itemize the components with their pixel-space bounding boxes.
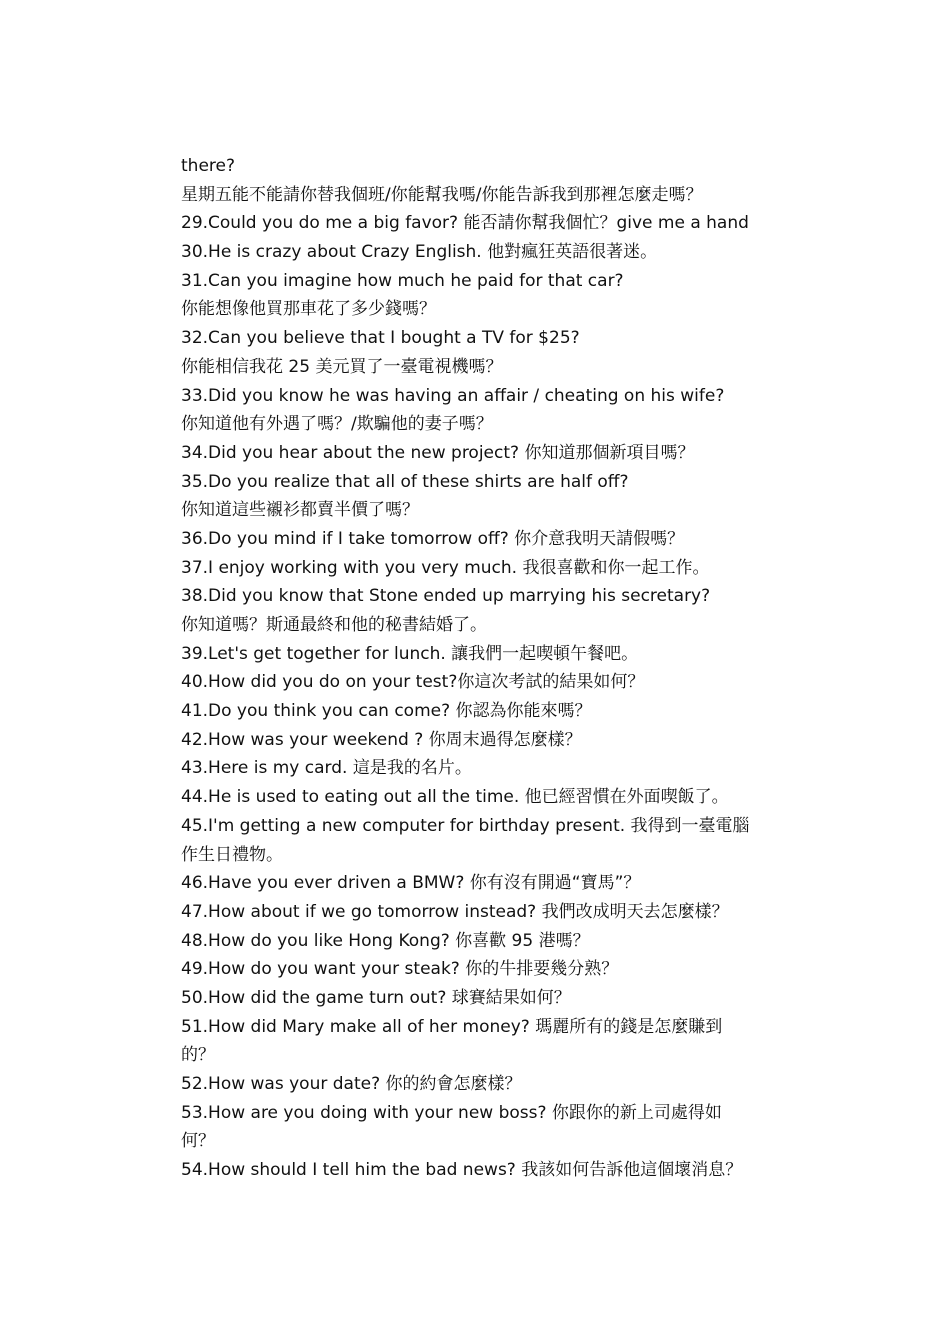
text-line: 50.How did the game turn out? 球賽結果如何？ [181,987,571,1008]
text-line: 32.Can you believe that I bought a TV for $25? [181,328,580,349]
text-line: 作生日禮物。 [181,844,283,865]
text-line: 48.How do you like Hong Kong? 你喜歡 95 港嗎？ [181,930,590,951]
text-line: 44.He is used to eating out all the time. 他已經習慣在外面喫飯了。 [181,787,729,808]
text-line: 35.Do you realize that all of these shirts are half off? [181,471,629,492]
text-line: 43.Here is my card. 這是我的名片。 [181,758,472,779]
text-line: 42.How was your weekend ? 你周末過得怎麼樣？ [181,729,582,750]
text-line: 54.How should I tell him the bad news? 我該如何告訴他這個壞消息？ [181,1160,743,1181]
text-line: 你知道嗎？斯通最終和他的秘書結婚了。 [181,615,487,635]
text-line: 34.Did you hear about the new project? 你知道那個新項目嗎？ [181,442,695,463]
text-line: 你能相信我花 25 美元買了一臺電視機嗎？ [181,356,503,377]
text-line: 53.How are you doing with your new boss? 你跟你的新上司處得如 [181,1102,722,1123]
text-line: 的？ [181,1045,215,1066]
text-line: 46.Have you ever driven a BMW? 你有沒有開過“寶馬”？ [181,873,641,894]
text-line: 33.Did you know he was having an affair / cheating on his wife? [181,385,725,406]
text-line: 29.Could you do me a big favor? 能否請你幫我個忙？give me a hand [181,213,749,234]
text-line: 47.How about if we go tomorrow instead? 我們改成明天去怎麼樣？ [181,901,729,922]
text-line: 39.Let's get together for lunch. 讓我們一起喫頓午餐吧。 [181,643,639,664]
text-line: 40.How did you do on your test?你這次考試的結果如何？ [181,672,645,693]
text-line: 你能想像他買那車花了多少錢嗎？ [181,299,436,320]
text-line: 52.How was your date? 你的約會怎麼樣？ [181,1074,522,1094]
text-line: 41.Do you think you can come? 你認為你能來嗎？ [181,701,592,722]
text-line: 你知道這些襯衫都賣半價了嗎？ [181,500,419,521]
text-line: 37.I enjoy working with you very much. 我很喜歡和你一起工作。 [181,557,710,578]
text-line: 30.He is crazy about Crazy English. 他對瘋狂英語很著迷。 [181,242,658,263]
text-line: 51.How did Mary make all of her money? 瑪麗所有的錢是怎麼賺到 [181,1016,723,1037]
text-line: 38.Did you know that Stone ended up marrying his secretary? [181,586,711,607]
text-line: 何？ [181,1131,215,1152]
text-body [181,152,781,1185]
text-line: 36.Do you mind if I take tomorrow off? 你介意我明天請假嗎？ [181,528,685,549]
text-line: there? [181,156,235,176]
text-line: 49.How do you want your steak? 你的牛排要幾分熟？ [181,959,619,980]
text-line: 31.Can you imagine how much he paid for that car? [181,270,624,291]
text-line: 45.I'm getting a new computer for birthday present. 我得到一臺電腦 [181,815,750,836]
text-line: 星期五能不能請你替我個班/你能幫我嗎/你能告訴我到那裡怎麼走嗎？ [181,184,703,205]
text-line: 你知道他有外遇了嗎？/欺騙他的妻子嗎？ [181,414,493,435]
